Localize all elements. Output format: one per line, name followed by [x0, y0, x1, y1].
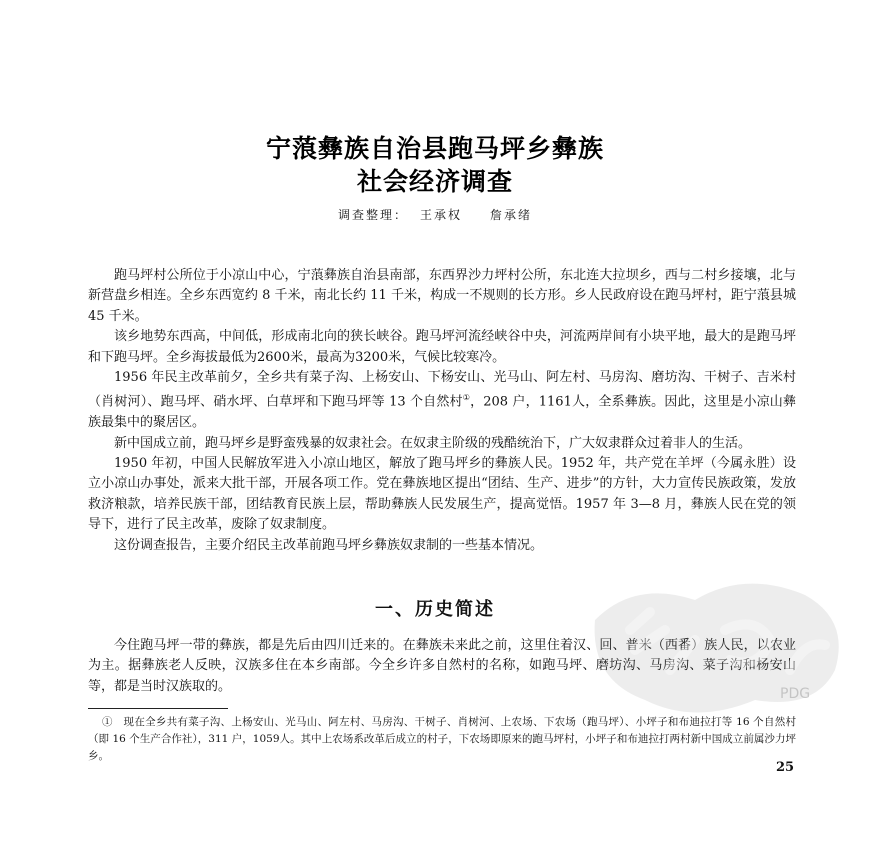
paragraph	[88, 368, 796, 434]
footnote-divider	[88, 708, 228, 709]
paragraph: 该乡地势东西高，中间低，形成南北向的狭长峡谷。跑马坪河流经峡谷中央，河流两岸间有小块平地，最大的是跑马坪和下跑马坪。全乡海拔最低为2600米，最高为3200米，气候比较寒冷。	[88, 329, 796, 365]
paragraph: 1950 年初，中国人民解放军进入小凉山地区，解放了跑马坪乡的彝族人民。1952 年，共产党在羊坪（今属永胜）设立小凉山办事处，派来大批干部，开展各项工作。党在彝族地区提出“团结、生产、进步”的方针，大力宣传民族政策，发放救济粮款，培养民族干部，团结教育民族上层，帮助彝族人民发展生产，提高觉悟。1957 年 3—8 月，彝族人民在党的领导下，进行了民主改革，废除了奴隶制度。	[88, 455, 796, 533]
authors-line	[0, 206, 870, 223]
paragraph-text: 1956 年民主改革前夕，全乡共有菜子沟、上杨安山、下杨安山、光马山、阿左村、马房沟、磨坊沟、干树子、吉米村（肖树河）、跑马坪、硝水坪、白草坪和下跑马坪等 13 个自然村	[88, 370, 796, 410]
page-number: 25	[776, 760, 795, 775]
paragraph: 新中国成立前，跑马坪乡是野蛮残暴的奴隶社会。在奴隶主阶级的残酷统治下，广大奴隶群众过着非人的生活。	[114, 435, 752, 451]
author-name: 詹承绪	[490, 208, 533, 222]
authors-label: 调查整理：	[337, 208, 408, 222]
footnote-marker: ①	[462, 393, 471, 403]
paragraph: 今住跑马坪一带的彝族，都是先后由四川迁来的。在彝族未来此之前，这里住着汉、回、普米（西番）族人民，以农业为主。据彝族老人反映，汉族多住在本乡南部。今全乡许多自然村的名称，如跑马坪、磨坊沟、马房沟、菜子沟和杨安山等，都是当时汉族取的。	[88, 638, 796, 694]
section-heading: 一、历史简述	[375, 599, 495, 620]
footnote	[88, 714, 796, 765]
footnote-text: ① 现在全乡共有菜子沟、上杨安山、光马山、阿左村、马房沟、干树子、肖树河、上农场、下农场（跑马坪）、小坪子和布迪拉打等 16 个自然村（即 16 个生产合作社），311 户，1059人。其中上农场系改革后成立的村子，下农场即原来的跑马坪村，小坪子和布迪拉打两村新中国成立前属沙力坪乡。	[88, 716, 796, 762]
section-body	[88, 636, 796, 697]
title-line-2: 社会经济调查	[356, 167, 513, 196]
author-name: 王承权	[419, 208, 462, 222]
watermark-text: PDG	[780, 686, 811, 702]
title-line-1: 宁蒗彝族自治县跑马坪乡彝族	[265, 134, 604, 163]
paragraph-text: ，208 户，1161人，全系彝族。因此，这里是小凉山彝族最集中的聚居区。	[88, 394, 796, 431]
paragraph: 跑马坪村公所位于小凉山中心，宁蒗彝族自治县南部，东西界沙力坪村公所，东北连大拉坝乡，西与二村乡接壤，北与新营盘乡相连。全乡东西宽约 8 千米，南北长约 11 千米，构成一不规则的长方形。乡人民政府设在跑马坪村，距宁蒗县城 45 千米。	[88, 268, 796, 324]
intro-body	[88, 266, 796, 556]
paragraph: 这份调查报告，主要介绍民主改革前跑马坪乡彝族奴隶制的一些基本情况。	[114, 537, 544, 553]
